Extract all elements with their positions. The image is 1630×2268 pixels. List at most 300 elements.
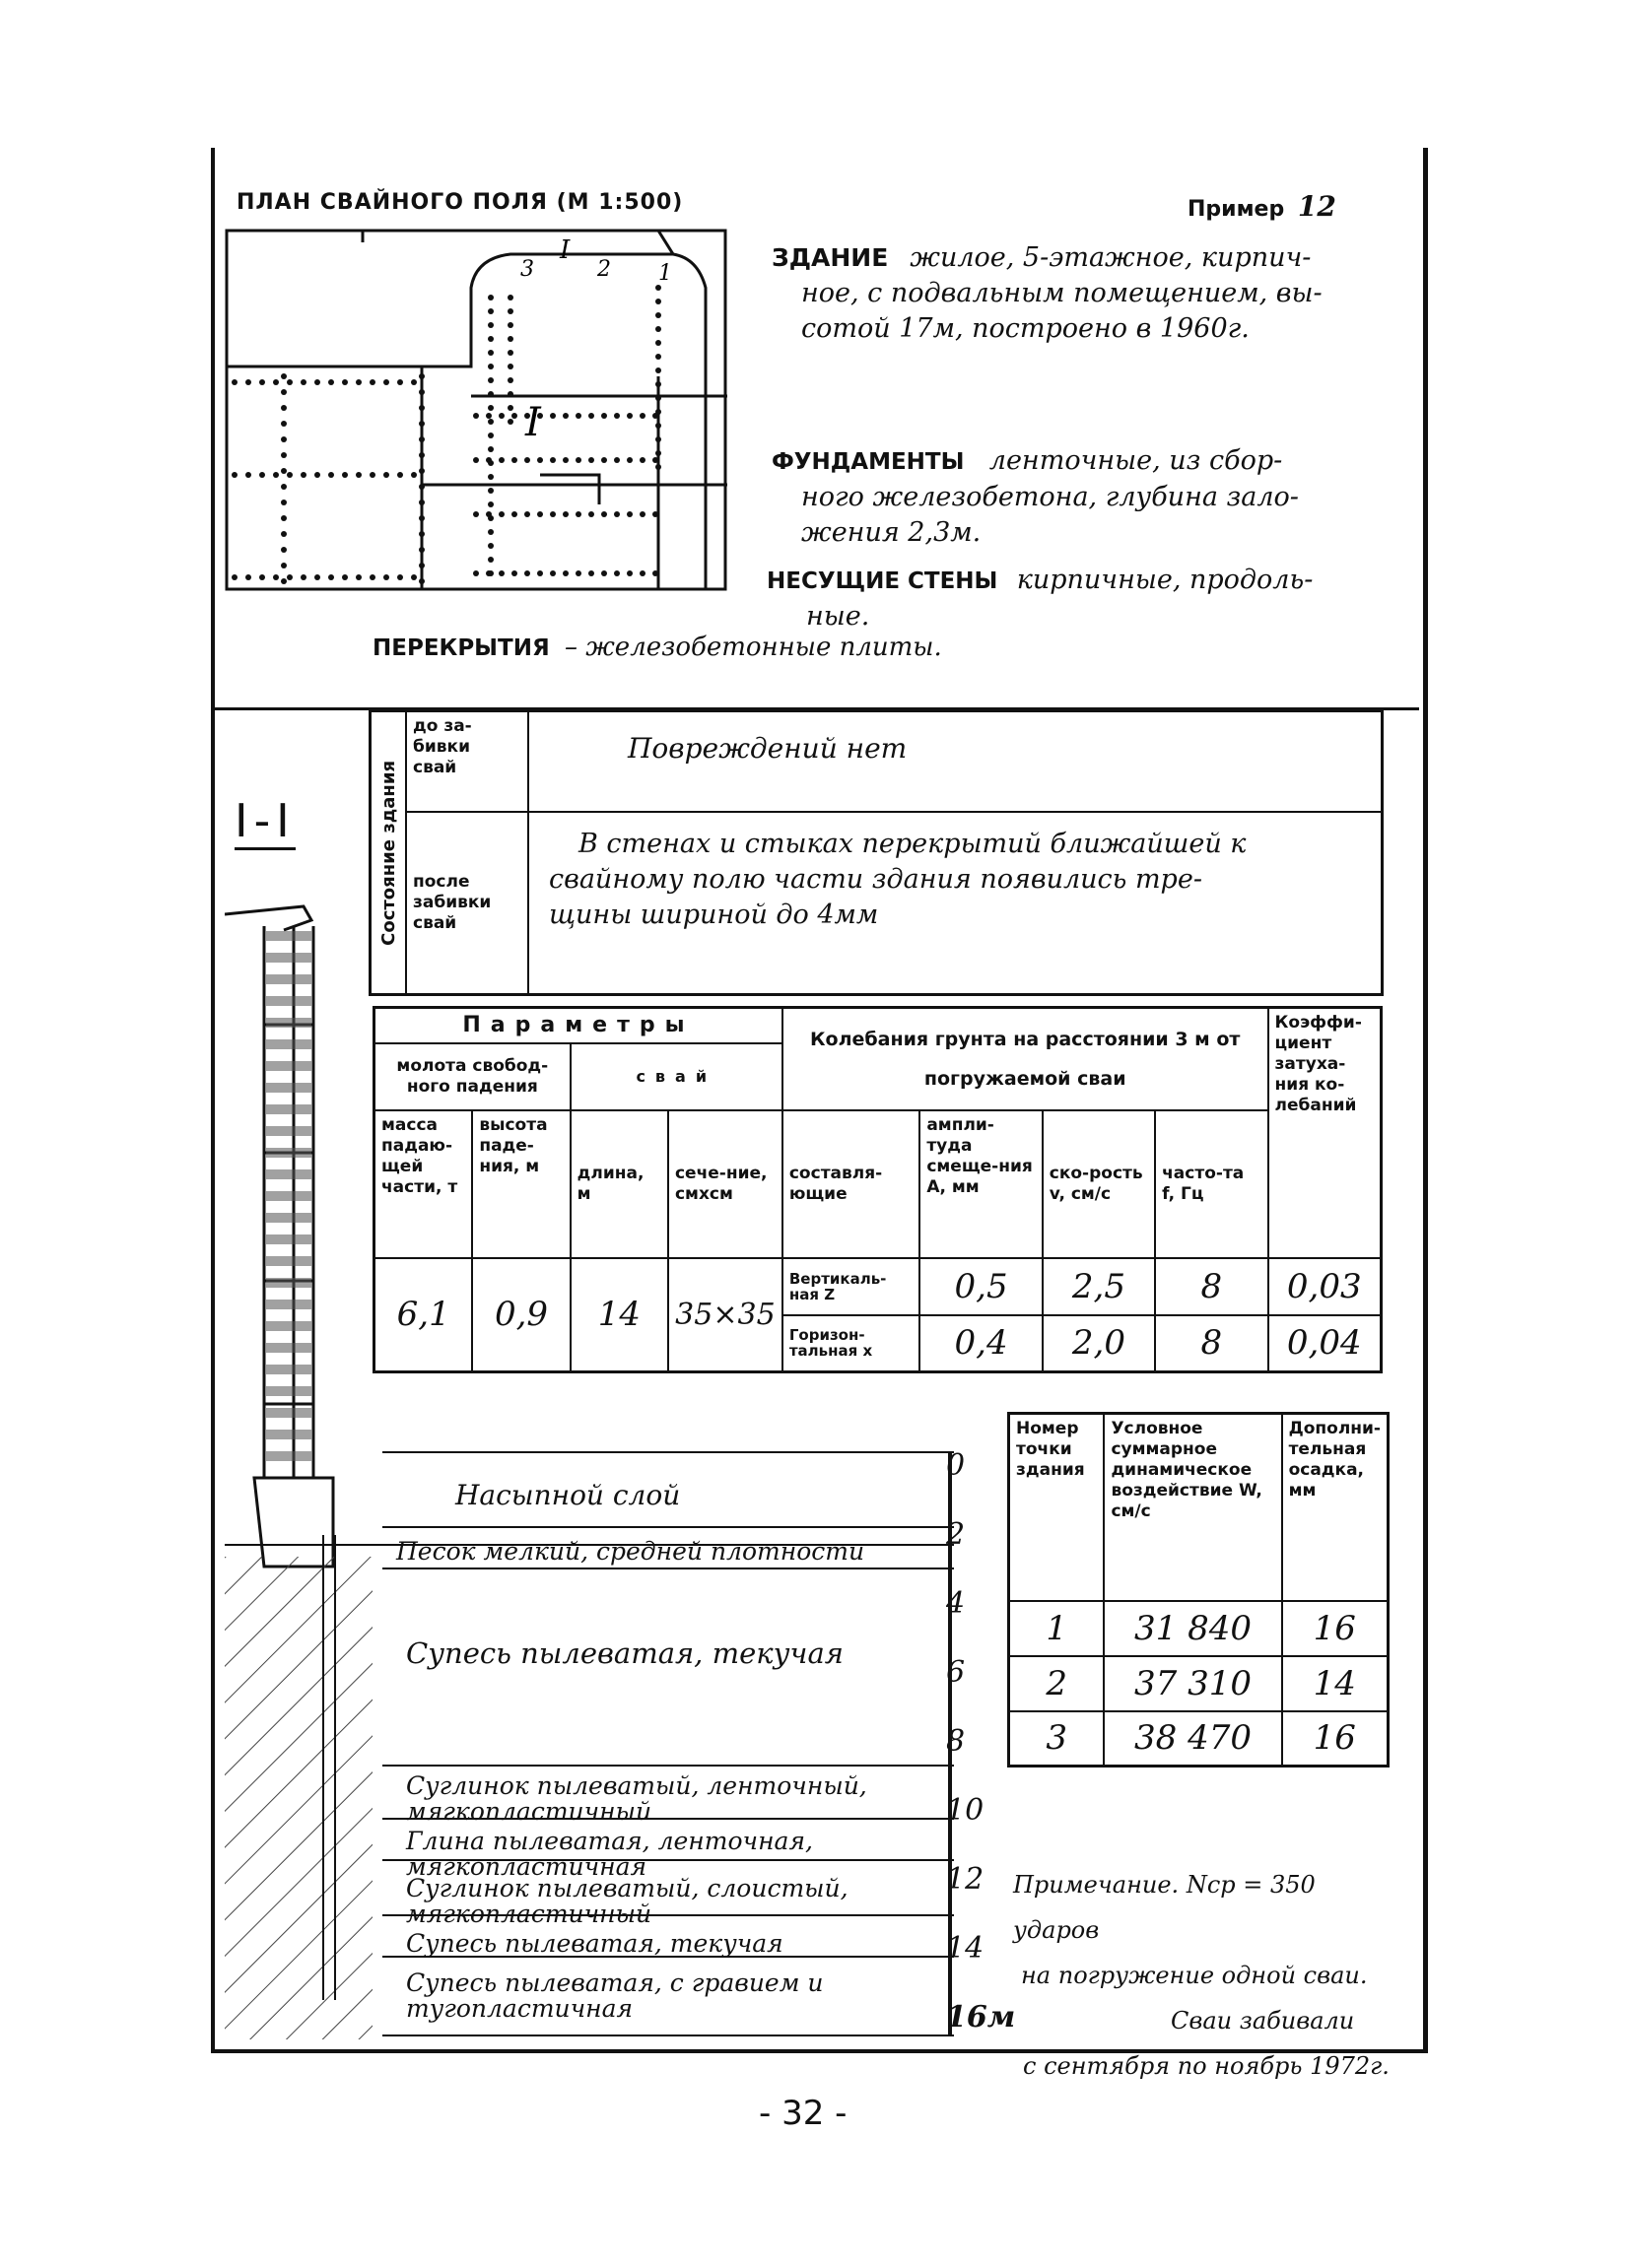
pile-dot	[245, 574, 251, 580]
pile-dot	[473, 570, 479, 576]
point-number: 2	[1009, 1656, 1105, 1711]
walls-text-1: ные.	[806, 601, 870, 632]
plan-title: ПЛАН СВАЙНОГО ПОЛЯ (М 1:500)	[237, 190, 684, 215]
brick	[266, 1321, 311, 1331]
pile-dot	[314, 472, 320, 478]
pile-dot	[655, 340, 661, 346]
pile-dot	[281, 436, 287, 442]
pile-dot	[640, 457, 645, 463]
col-frequency: часто-та f, Гц	[1155, 1110, 1267, 1258]
vibration-header: Колебания грунта на расстоянии 3 м от погружаемой сваи	[782, 1008, 1268, 1110]
pile-dot	[508, 336, 513, 342]
pile-dot	[563, 413, 569, 419]
soil-layer-7-line-0: Супесь пылеватая, с гравием и	[406, 1968, 824, 1997]
pile-dot	[419, 421, 425, 427]
pile-dot	[419, 405, 425, 411]
pile-dot	[563, 511, 569, 517]
foundations-text-0: ленточные, из сбор-	[988, 445, 1283, 476]
pile-dot	[576, 511, 581, 517]
pile-dot	[419, 578, 425, 584]
pile-dot	[273, 472, 279, 478]
pile-dot	[419, 484, 425, 490]
depth-mark-0: 0	[946, 1448, 966, 1483]
pile-dot	[281, 484, 287, 490]
pile-dot	[499, 457, 505, 463]
pile-dot	[601, 570, 607, 576]
note	[1013, 1862, 1407, 2089]
brick-pattern	[266, 931, 311, 1461]
building-state-table	[369, 709, 1384, 996]
brick	[266, 1300, 311, 1309]
pile-dot	[524, 457, 530, 463]
pile-dot	[640, 413, 645, 419]
pile-dot	[550, 413, 556, 419]
col-length: длина, м	[571, 1110, 668, 1258]
pile-dot	[627, 457, 633, 463]
pile-dot	[370, 574, 375, 580]
state-before-label-2: свай	[413, 758, 457, 777]
pile-dot	[499, 511, 505, 517]
example-label	[1188, 190, 1336, 223]
pile-dot	[563, 570, 569, 576]
state-after-text-0: В стенах и стыках перекрытий ближайшей к	[578, 828, 1247, 859]
brick	[266, 1104, 311, 1114]
state-before-label-0: до за-	[413, 716, 472, 736]
brick	[266, 1213, 311, 1223]
pile-dot	[383, 379, 389, 385]
building-label: ЗДАНИЕ	[772, 243, 889, 272]
pile-dot	[488, 350, 494, 356]
points-head-settlement: Дополни-тельная осадка, мм	[1282, 1414, 1389, 1601]
note-line-0: Примечание. Nср = 350 ударов	[1013, 1871, 1316, 1944]
pile-dot	[614, 457, 620, 463]
pile-dot	[342, 379, 348, 385]
pile-dot	[488, 405, 494, 411]
pile-dot	[488, 336, 494, 342]
pile-dot	[655, 312, 661, 318]
plan-mark-1: 1	[658, 261, 672, 286]
pile-dot	[273, 574, 279, 580]
pile-dot	[411, 574, 417, 580]
state-row-before	[371, 711, 1383, 812]
coefficient-vertical: 0,03	[1268, 1258, 1382, 1315]
plan-mark-3: 3	[520, 257, 534, 282]
pile-dot	[511, 457, 517, 463]
pile-dot	[342, 574, 348, 580]
pile-dot	[537, 511, 543, 517]
params-header: Параметры	[374, 1008, 782, 1043]
pile-dot	[488, 460, 494, 466]
component-vertical: Вертикаль-ная Z	[782, 1258, 919, 1315]
section-label: I-I	[235, 794, 296, 850]
soil-layer-1: Песок мелкий, средней плотности	[396, 1537, 865, 1566]
pile-dot	[370, 379, 375, 385]
state-after-text	[528, 812, 1383, 995]
pile-dot	[508, 364, 513, 369]
amplitude-vertical: 0,5	[919, 1258, 1042, 1315]
component-horizontal: Горизон-тальная x	[782, 1315, 919, 1372]
brick	[266, 1256, 311, 1266]
point-w: 38 470	[1104, 1711, 1281, 1767]
brick	[266, 1365, 311, 1374]
pile-dot	[508, 295, 513, 300]
note-line-3: с сентября по ноябрь 1972г.	[1023, 2052, 1390, 2080]
pile-dot	[508, 377, 513, 383]
pile-dot	[281, 578, 287, 584]
pile-dot	[383, 574, 389, 580]
pile-dot	[419, 515, 425, 521]
pile-dot	[508, 405, 513, 411]
brick	[266, 1430, 311, 1439]
depth-mark-2: 2	[946, 1517, 966, 1552]
pile-dot	[245, 379, 251, 385]
state-row-after	[371, 812, 1383, 995]
speed-vertical: 2,5	[1043, 1258, 1155, 1315]
floors-text: – железобетонные плиты.	[564, 633, 942, 662]
pile-dot	[563, 457, 569, 463]
pile-dot	[301, 574, 306, 580]
note-line-2: Сваи забивали	[1171, 2007, 1355, 2035]
pile-dot	[488, 557, 494, 563]
hammer-header: молота свобод-ного падения	[374, 1043, 571, 1110]
foundations-line-0	[772, 443, 1363, 480]
pile-dot	[655, 423, 661, 429]
col-components: составля-ющие	[782, 1110, 919, 1258]
pile-dot	[232, 472, 238, 478]
pile-dot	[473, 511, 479, 517]
building-text-0: жилое, 5-этажное, кирпич-	[910, 242, 1312, 273]
walls-text-0: кирпичные, продоль-	[1016, 565, 1314, 595]
pile-dot	[576, 457, 581, 463]
pile-dot	[537, 457, 543, 463]
pile-dot	[614, 570, 620, 576]
depth-mark-14: 14	[946, 1931, 985, 1966]
brick	[266, 931, 311, 941]
foundations-text-1: ного железобетона, глубина зало-	[801, 482, 1299, 512]
soil-layer-5-line-0: Суглинок пылеватый, слоистый,	[406, 1874, 849, 1902]
pile-dot	[259, 472, 265, 478]
pile-dot	[370, 472, 375, 478]
pile-dot	[655, 326, 661, 332]
brick	[266, 1234, 311, 1244]
floors-label: ПЕРЕКРЫТИЯ	[373, 635, 550, 661]
pile-dot	[614, 413, 620, 419]
soil-layer-3-line-0: Суглинок пылеватый, ленточный,	[406, 1771, 867, 1800]
pile-dot	[473, 457, 479, 463]
pile-dot	[287, 379, 293, 385]
coefficient-header: Коэффи-циент затуха-ния ко-лебаний	[1268, 1008, 1382, 1258]
pile-dot	[314, 379, 320, 385]
pile-dot	[281, 373, 287, 379]
point-number: 3	[1009, 1711, 1105, 1767]
soil-layer-4-line-0: Глина пылеватая, ленточная,	[406, 1827, 813, 1855]
col-mass: масса падаю-щей части, т	[374, 1110, 473, 1258]
pile-dot	[550, 511, 556, 517]
state-before-label	[406, 711, 528, 812]
pile-dot	[588, 413, 594, 419]
soil-layer-2: Супесь пылеватая, текучая	[406, 1636, 844, 1670]
value-height: 0,9	[472, 1258, 570, 1372]
pile-dot	[328, 472, 334, 478]
pile-dot	[281, 389, 287, 395]
state-before-label-1: бивки	[413, 737, 470, 757]
pile-dot	[232, 574, 238, 580]
state-after-text-1: свайному полю части здания появились тре-	[549, 863, 1202, 895]
point-w: 37 310	[1104, 1656, 1281, 1711]
col-section: сече-ние, смхсм	[668, 1110, 782, 1258]
pile-dot	[488, 515, 494, 521]
pile-dot	[301, 379, 306, 385]
pile-dot	[655, 395, 661, 401]
pile-dot	[652, 570, 658, 576]
foundations-label: ФУНДАМЕНТЫ	[772, 449, 965, 475]
pile-field-plan	[225, 229, 727, 591]
pile-dot	[356, 379, 362, 385]
pile-dot	[576, 570, 581, 576]
pile-dot	[652, 511, 658, 517]
depth-mark-10: 10	[946, 1793, 985, 1828]
points-row	[1009, 1601, 1389, 1656]
brick	[266, 1343, 311, 1353]
pile-dot	[281, 547, 287, 553]
points-head-number: Номер точки здания	[1009, 1414, 1105, 1601]
pile-dot	[588, 511, 594, 517]
pile-dot	[488, 474, 494, 480]
building-text-1: ное, с подвальным помещением, вы-	[801, 278, 1323, 308]
pile-dot	[281, 563, 287, 568]
piles-header: свай	[571, 1043, 782, 1110]
pile-dot	[411, 472, 417, 478]
brick	[266, 974, 311, 984]
point-settlement: 16	[1282, 1711, 1389, 1767]
pile-dot	[488, 308, 494, 314]
point-w: 31 840	[1104, 1601, 1281, 1656]
pile-dot	[356, 574, 362, 580]
params-col-heads	[374, 1110, 1382, 1258]
pile-dot	[508, 350, 513, 356]
pile-dot	[486, 413, 492, 419]
walls-label: НЕСУЩИЕ СТЕНЫ	[767, 568, 998, 594]
pile-dot	[281, 421, 287, 427]
points-row	[1009, 1656, 1389, 1711]
pile-dot	[342, 472, 348, 478]
points-head-w: Условное суммарное динамическое воздействие W, см/с	[1104, 1414, 1281, 1601]
value-mass: 6,1	[374, 1258, 473, 1372]
brick	[266, 996, 311, 1006]
pile-dot	[397, 379, 403, 385]
brick	[266, 1126, 311, 1136]
page-number: - 32 -	[759, 2094, 848, 2133]
pile-dot	[419, 452, 425, 458]
pile-dot	[281, 500, 287, 505]
pile-dot	[550, 570, 556, 576]
parameters-table	[373, 1006, 1383, 1373]
pile-dot	[508, 322, 513, 328]
pile-dot	[499, 413, 505, 419]
pile-dot	[419, 436, 425, 442]
pile-dot	[601, 511, 607, 517]
pile-dot	[419, 500, 425, 505]
depth-mark-6: 6	[946, 1655, 966, 1690]
point-settlement: 16	[1282, 1601, 1389, 1656]
coefficient-horizontal: 0,04	[1268, 1315, 1382, 1372]
pile-dot	[511, 570, 517, 576]
brick	[266, 1018, 311, 1028]
walls-description	[767, 563, 1378, 634]
pile-dot	[328, 574, 334, 580]
depth-mark-16: 16м	[946, 2000, 1016, 2035]
pile-dot	[273, 379, 279, 385]
brick	[266, 1278, 311, 1288]
building-text-2: сотой 17м, построено в 1960г.	[801, 313, 1250, 344]
pile-dot	[488, 570, 494, 576]
brick	[266, 1386, 311, 1396]
frequency-vertical: 8	[1155, 1258, 1267, 1315]
soil-layer-5	[406, 1876, 849, 1927]
brick	[266, 1039, 311, 1049]
state-side-label: Состояние здания	[377, 760, 399, 946]
pile-rows	[232, 285, 661, 584]
soil-layer-3-line-1: мягкопластичный	[406, 1797, 652, 1826]
speed-horizontal: 2,0	[1043, 1315, 1155, 1372]
state-before-text-0: Повреждений нет	[628, 732, 908, 765]
pile-dot	[588, 457, 594, 463]
soil-layer-6: Супесь пылеватая, текучая	[406, 1929, 783, 1958]
state-after-label	[406, 812, 528, 995]
pile-dot	[601, 457, 607, 463]
pile-dot	[419, 468, 425, 474]
pile-dot	[550, 457, 556, 463]
foundations-description	[772, 443, 1363, 551]
frequency-horizontal: 8	[1155, 1315, 1267, 1372]
brick	[266, 1083, 311, 1093]
pile-dot	[287, 574, 293, 580]
pile-dot	[281, 452, 287, 458]
pile-dot	[601, 413, 607, 419]
pile-dot	[281, 405, 287, 411]
state-before-text	[528, 711, 1383, 812]
pile-dot	[655, 299, 661, 304]
points-row	[1009, 1711, 1389, 1767]
pile-dot	[524, 570, 530, 576]
pile-dot	[419, 373, 425, 379]
pile-dot	[640, 570, 645, 576]
note-line-1: на погружение одной сваи.	[1021, 1962, 1368, 1989]
pile-dot	[488, 501, 494, 507]
pile-dot	[508, 308, 513, 314]
brick	[266, 953, 311, 963]
pile-dot	[419, 563, 425, 568]
pile-dot	[259, 574, 265, 580]
amplitude-horizontal: 0,4	[919, 1315, 1042, 1372]
pile-dot	[508, 419, 513, 425]
pile-dot	[488, 433, 494, 438]
value-length: 14	[571, 1258, 668, 1372]
pile-dot	[245, 472, 251, 478]
pile-dot	[328, 379, 334, 385]
pile-dot	[301, 472, 306, 478]
walls-line-0	[767, 563, 1378, 599]
state-after-label-2: свай	[413, 912, 457, 933]
brick	[266, 1148, 311, 1158]
brick	[266, 1061, 311, 1071]
plan-mark-2: 2	[597, 257, 611, 282]
pile-dot	[397, 472, 403, 478]
building-description	[772, 240, 1363, 347]
plan-mark-center: I	[525, 400, 541, 445]
pile-dot	[524, 511, 530, 517]
pile-dot	[356, 472, 362, 478]
value-section: 35×35	[668, 1258, 782, 1372]
pile-dot	[488, 295, 494, 300]
pile-dot	[627, 413, 633, 419]
pile-dot	[588, 570, 594, 576]
pile-dot	[655, 354, 661, 360]
pile-dot	[287, 472, 293, 478]
building-line-0	[772, 240, 1363, 276]
pile-dot	[397, 574, 403, 580]
plan-mark-section: I	[560, 235, 571, 265]
pile-dot	[488, 377, 494, 383]
soil-layer-7-line-1: тугопластичная	[406, 1994, 634, 2023]
col-speed: ско-рость v, см/с	[1043, 1110, 1155, 1258]
pile-dot	[488, 364, 494, 369]
point-settlement: 14	[1282, 1656, 1389, 1711]
pile-dot	[655, 381, 661, 387]
example-number: 12	[1297, 190, 1336, 223]
pile-dot	[627, 511, 633, 517]
soil-layer-0: Насыпной слой	[455, 1479, 681, 1511]
state-after-label-1: забивки	[413, 892, 492, 912]
state-after-text-2: щины шириной до 4мм	[549, 899, 879, 930]
pile-dot	[655, 409, 661, 415]
soil-layer-3	[406, 1773, 867, 1825]
pile-dot	[655, 450, 661, 456]
soil-layer-5-line-1: мягкопластичный	[406, 1900, 652, 1928]
pile-dot	[511, 413, 517, 419]
example-label-text: Пример	[1188, 197, 1285, 222]
params-row-top	[374, 1008, 1382, 1043]
pile-dot	[537, 570, 543, 576]
pile-dot	[614, 511, 620, 517]
pile-dot	[652, 457, 658, 463]
pile-dot	[499, 570, 505, 576]
soil-layer-4	[406, 1829, 813, 1880]
point-number: 1	[1009, 1601, 1105, 1656]
pile-dot	[473, 413, 479, 419]
pile-dot	[281, 515, 287, 521]
soil-layer-7	[406, 1970, 824, 2022]
pile-dot	[488, 391, 494, 397]
pile-dot	[383, 472, 389, 478]
pile-dot	[655, 436, 661, 442]
pile-dot	[488, 419, 494, 425]
pile-dot	[232, 379, 238, 385]
pile-dot	[419, 389, 425, 395]
pile-dot	[655, 367, 661, 373]
pile-dot	[488, 529, 494, 535]
state-after-label-0: после	[413, 871, 470, 892]
depth-mark-8: 8	[946, 1724, 966, 1759]
col-amplitude: ампли-туда смеще-ния А, мм	[919, 1110, 1042, 1258]
pile-dot	[419, 547, 425, 553]
soil-layer-4-line-1: мягкопластичная	[406, 1852, 647, 1881]
pile-dot	[511, 511, 517, 517]
floors-description	[373, 633, 942, 662]
points-head	[1009, 1414, 1389, 1601]
params-row-vertical	[374, 1258, 1382, 1315]
pile-dot	[488, 322, 494, 328]
